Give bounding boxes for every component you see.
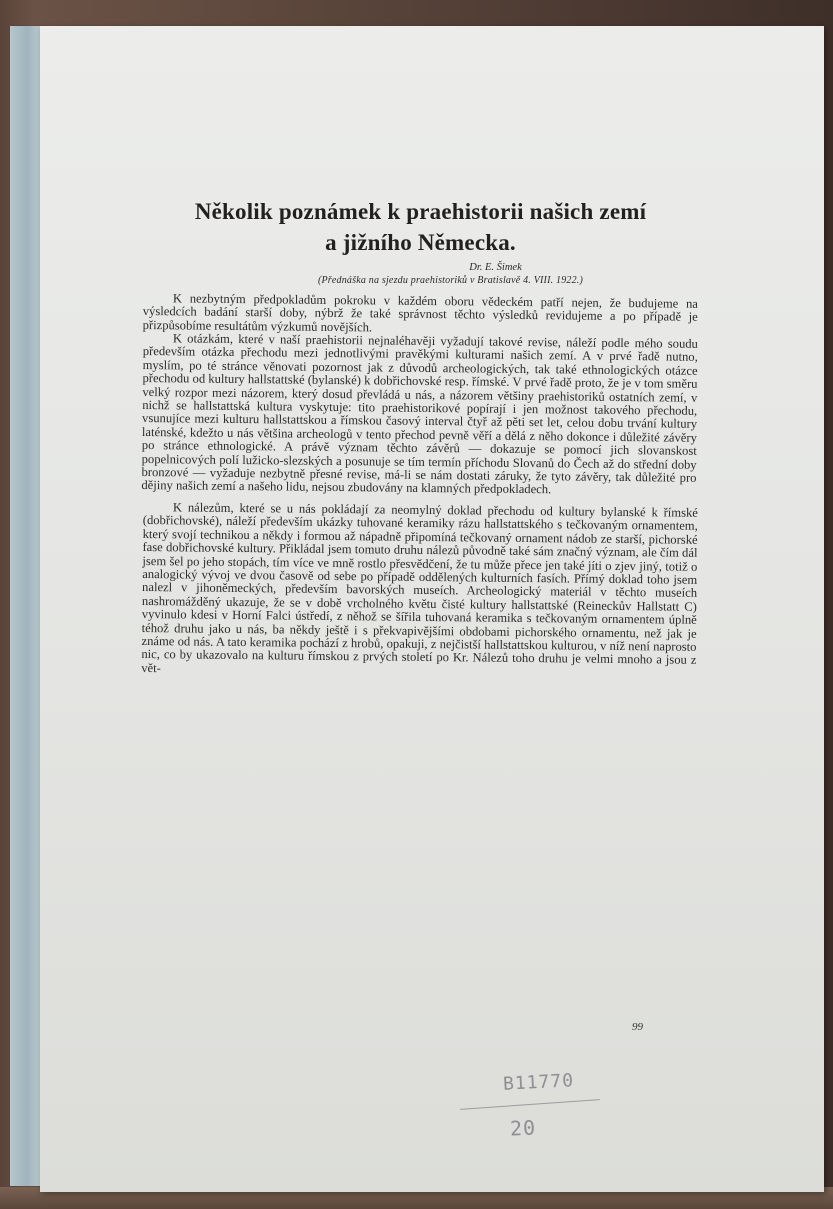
- page-number: 99: [632, 1021, 643, 1033]
- paragraph-1: K nezbytným předpokladům pokroku v každém oboru vědeckém patří nejen, že budujeme na výsledcích badání starší doby, nýbrž že také správnost těchto výsledků revidujeme a po případě je přizpůsobíme resultátům výzkumů novějších.: [142, 291, 698, 335]
- title-line-2: a jižního Německa.: [325, 230, 516, 255]
- lecture-note: (Přednáška na sjezdu praehistoriků v Bratislavě 4. VIII. 1922.): [317, 275, 584, 286]
- article-title: [143, 196, 698, 258]
- binding-spine: [10, 26, 44, 1186]
- paragraph-3: K nálezům, které se u nás pokládají za neomylný doklad přechodu od kultury bylanské k římské (dobřichovské), náleží především ukázky tuhované keramiky rázu hallstattského s tečkovaným ornamentem, který svojí technikou a někdy i formou až nápadně připomíná tečkovaný ornament nádob ze starší, pichorské fase dobřichovské kultury. Přikládal jsem tomuto druhu nálezů původně také sám značný význam, ale čím dál jsem šel po jeho stopách, tím více ve mně rostlo přesvědčení, že tu může přece jen také jíti o zjev jiný, totiž o analogický vývoj ve dvou časově od sebe po případě oddělených kulturních fasích. Přímý doklad toho jsem nalezl v jihoněmeckých, především bavorských museích. Archeologický materiál v těchto museích nashromážděný ukazuje, že se v době vrcholného květu čisté kultury hallstattské (Reineckův Hallstatt C) vyvinulo kdesi v Horní Falci ústředí, z něhož se šířila tuhovaná keramika s tečkovaným ornamentem úplně téhož druhu jako u nás, ba někdy ještě i s překvapivějšími obdobami pichorského ornamentu, než jak je známe od nás. A tato keramika pochází z hrobů, opakuji, z nejčistší hallstattskou kulturou, v níž není naprosto nic, co by ukazovalo na kulturu římskou z prvých století po Kr. Nálezů toho druhu je velmi mnoho a jsou z vět-: [141, 500, 698, 676]
- article-body: [143, 196, 698, 675]
- author-line: Dr. E. Šimek: [469, 262, 522, 273]
- pencil-underline: [460, 1099, 600, 1110]
- paragraph-2: K otázkám, které v naší praehistorii nejnaléhavěji vyžadují takové revise, náleží podle mého soudu především otázka přechodu mezi jednotlivými pravěkými kulturami našich zemí. A v prvé řadě nutno, myslím, po té stránce věnovati pozornost jak z důvodů archeologických, tak také ethnologických otázce přechodu od kultury hallstattské (bylanské) k dobřichovské resp. římské. V prvé řadě proto, že je v tom směru velký rozpor mezi názorem, který dosud převládá u nás, a názorem většiny praehistoriků ostatních zemí, v nichž se hallstattská kultura vyskytuje: tito praehistorikové popírají i jen možnost takového přechodu, vsunujíce mezi kulturu hallstattskou a římskou časový interval čtyř až pěti set let, celou dobu trvání kultury laténské, kdežto u nás většina archeologů v tento přechod pevně věří a dělá z něho dokonce i důležité závěry po stránce ethnologické. A právě význam těchto závěrů — dokazuje se pomocí jich slovanskost popelnicových polí lužicko-slezských a posunuje se tím termín příchodu Slovanů do Čech až do střední doby bronzové — vyžaduje nezbytně přesné revise, má-li se nám dostati záruky, že tyto závěry, tak důležité pro dějiny našich zemí a našeho lidu, nejsou zbudovány na klamných předpokladech.: [141, 331, 698, 497]
- document-page: [40, 26, 824, 1192]
- pencil-inventory-mark: B11770: [502, 1070, 575, 1095]
- pencil-price-mark: 20: [509, 1115, 537, 1141]
- title-line-1: Několik poznámek k praehistorii našich zemí: [194, 199, 647, 224]
